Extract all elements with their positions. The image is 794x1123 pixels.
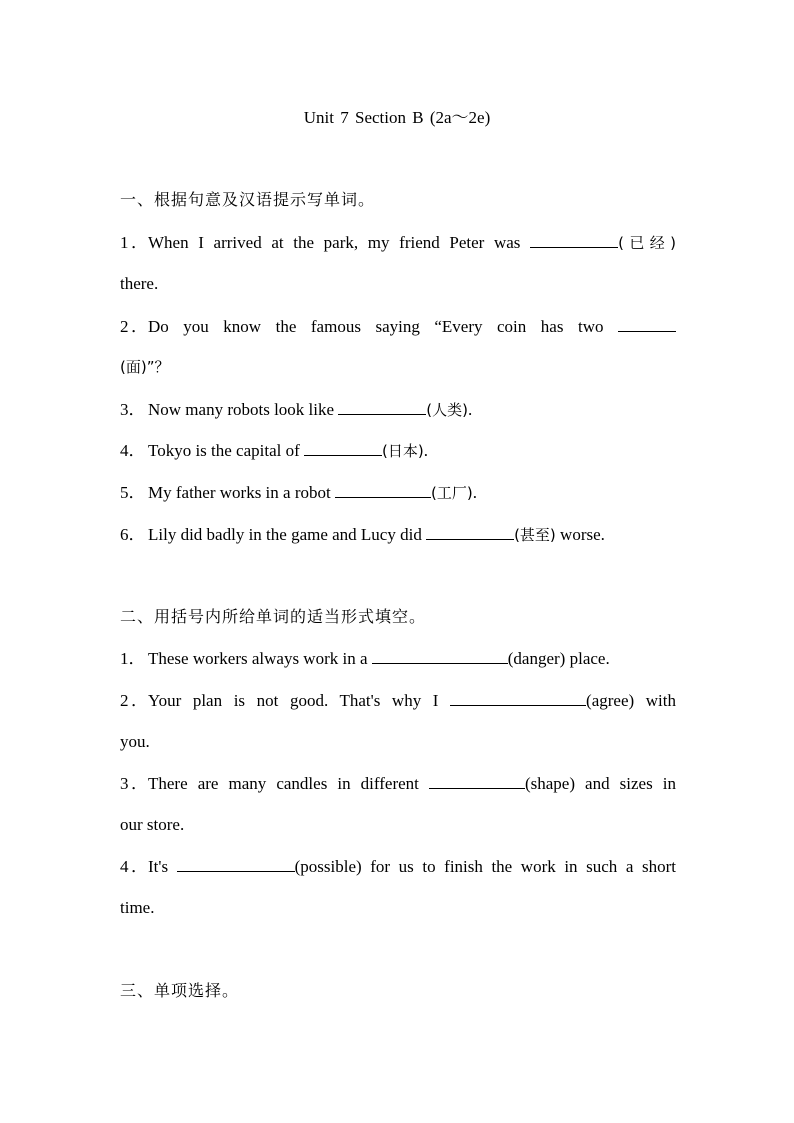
s1-q6-line (120, 522, 676, 547)
s1-q5-number: 5． (120, 483, 146, 502)
s2-q1-blank[interactable] (372, 646, 508, 664)
section-2-heading: 二、用括号内所给单词的适当形式填空。 (120, 607, 427, 626)
s2-q4-blank[interactable] (177, 854, 295, 872)
s2-q4-line (120, 854, 676, 879)
s2-q2-after: with (634, 691, 676, 710)
s1-q1-continuation: there. (120, 274, 159, 293)
s1-q6-after: worse. (555, 525, 605, 544)
s2-q1-after: place. (565, 649, 610, 668)
s1-q6-text: Lily did badly in the game and Lucy did (148, 525, 427, 544)
s1-q2-line (120, 314, 676, 339)
s1-q4-text: Tokyo is the capital of (148, 441, 305, 460)
s1-q1-number: 1． (120, 233, 148, 252)
s1-q3-blank[interactable] (338, 397, 426, 415)
s1-q5-hint: (工厂) (430, 484, 473, 502)
s2-q4-hint: (possible) (294, 857, 362, 876)
s1-q4-blank[interactable] (304, 438, 382, 456)
s2-q3-blank[interactable] (429, 771, 525, 789)
s1-q3-line (120, 397, 676, 422)
s2-q1-text: These workers always work in a (148, 649, 372, 668)
s2-q3-after: and sizes in (574, 774, 676, 793)
s1-q3-hint: (人类) (426, 401, 469, 419)
s2-q4-number: 4． (120, 857, 148, 876)
s1-q5-line (120, 480, 676, 505)
s2-q4-continuation: time. (120, 898, 155, 917)
s2-q4-after: for us to finish the work in such a short (361, 857, 676, 876)
s2-q1-number: 1． (120, 649, 146, 668)
s1-q2-hint: (面)”？ (120, 358, 170, 376)
s1-q4-number: 4． (120, 441, 146, 460)
s1-q6-number: 6． (120, 525, 146, 544)
s2-q3-hint: (shape) (524, 774, 575, 793)
s1-q3-after: . (468, 400, 473, 419)
s1-q2-text: Do you know the famous saying “Every coin has two (148, 317, 618, 336)
section-1-heading: 一、根据句意及汉语提示写单词。 (120, 190, 376, 209)
s1-q5-blank[interactable] (335, 480, 431, 498)
s1-q2-continuation (120, 355, 676, 379)
s2-q2-hint: (agree) (586, 691, 635, 710)
page-title: Unit 7 Section B (2a～2e) (303, 108, 491, 127)
s1-q4-hint: (日本) (382, 442, 424, 460)
s2-q3-line (120, 771, 676, 796)
s2-q2-number: 2． (120, 691, 148, 710)
s2-q3-text: There are many candles in different (148, 774, 429, 793)
s1-q1-hint: (已经) (618, 234, 676, 252)
s1-q3-text: Now many robots look like (148, 400, 339, 419)
s2-q2-blank[interactable] (450, 688, 586, 706)
s2-q3-continuation: our store. (120, 815, 185, 834)
s1-q1-text: When I arrived at the park, my friend Peter was (148, 233, 531, 252)
s1-q1-line (120, 230, 676, 255)
s2-q3-number: 3． (120, 774, 148, 793)
s1-q1-blank[interactable] (530, 230, 618, 248)
s2-q2-text: Your plan is not good. That's why I (148, 691, 451, 710)
s1-q5-after: . (472, 483, 477, 502)
s2-q1-line (120, 646, 676, 671)
s1-q4-line (120, 438, 676, 463)
s1-q2-number: 2． (120, 317, 148, 336)
s1-q6-hint: (甚至) (514, 526, 556, 544)
s2-q2-line (120, 688, 676, 713)
s1-q6-blank[interactable] (426, 522, 514, 540)
s2-q1-hint: (danger) (507, 649, 566, 668)
s1-q3-number: 3． (120, 400, 146, 419)
s1-q5-text: My father works in a robot (148, 483, 335, 502)
section-3-heading: 三、单项选择。 (120, 981, 240, 1000)
s2-q2-continuation: you. (120, 732, 150, 751)
s2-q4-text: It's (148, 857, 177, 876)
s1-q2-blank[interactable] (618, 314, 676, 332)
s1-q4-after: . (423, 441, 428, 460)
